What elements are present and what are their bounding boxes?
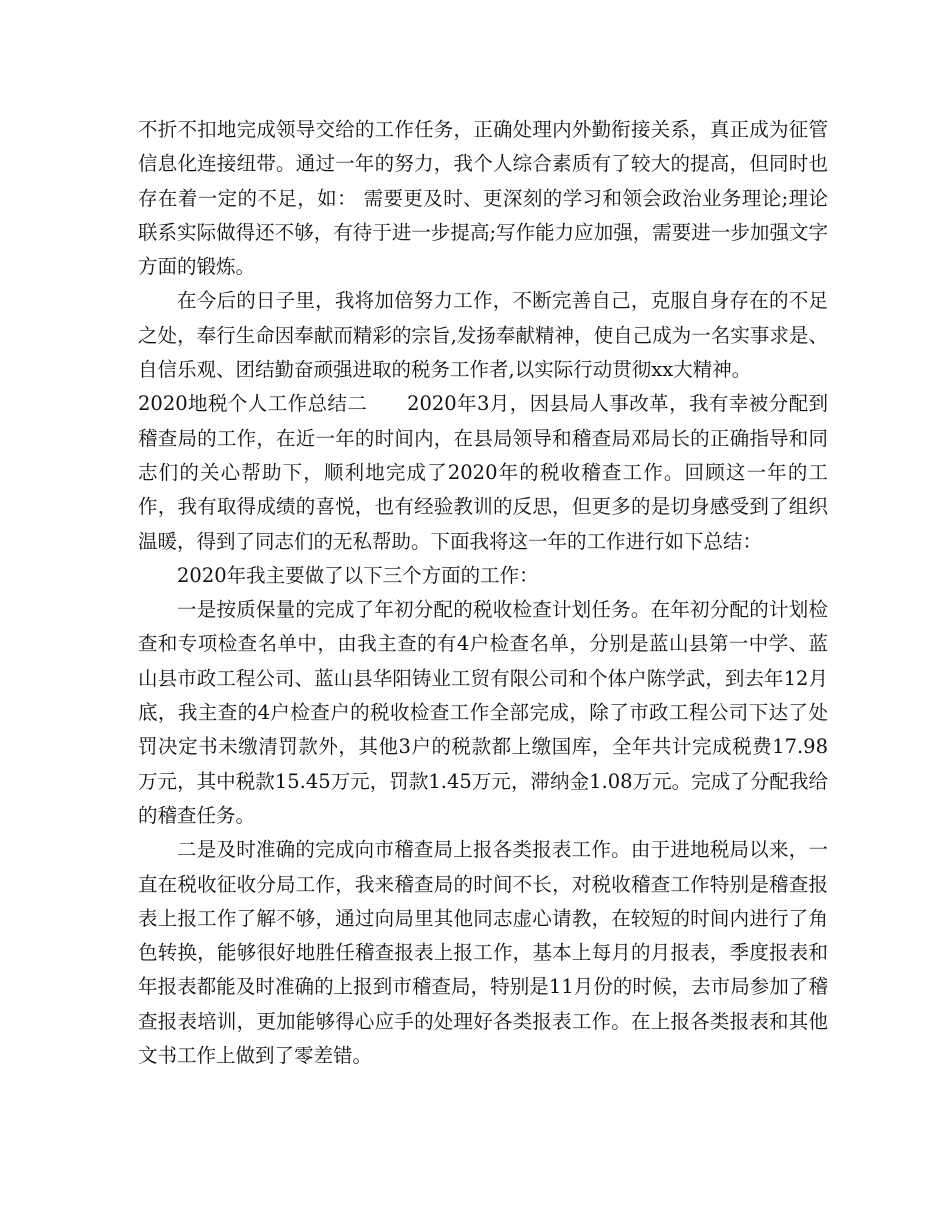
paragraph-future-plans: 在今后的日子里，我将加倍努力工作，不断完善自己，克服自身存在的不足之处，奉行生命因奉献而精彩的宗旨,发扬奉献精神，使自己成为一名实事求是、自信乐观、团结勤奋顽强进取的税务工作者,以实际行动贯彻xx大精神。 bbox=[138, 289, 828, 382]
paragraph-report-submission: 二是及时准确的完成向市稽查局上报各类报表工作。由于进地税局以来，一直在税收征收分局工作，我来稽查局的时间不长，对税收稽查工作特别是稽查报表上报工作了解不够，通过向局里其他同志虚心请教，在较短的时间内进行了角色转换，能够很好地胜任稽查报表上报工作，基本上每月的月报表，季度报表和年报表都能及时准确的上报到市稽查局，特别是11月份的时候，去市局参加了稽查报表培训，更加能够得心应手的处理好各类报表工作。在上报各类报表和其他文书工作上做到了零差错。 bbox=[138, 838, 828, 1068]
paragraph-summary-two-intro: 2020地税个人工作总结二 2020年3月，因县局人事改革，我有幸被分配到稽查局的工作，在近一年的时间内，在县局领导和稽查局邓局长的正确指导和同志们的关心帮助下，顺利地完成了2020年的税收稽查工作。回顾这一年的工作，我有取得成绩的喜悦，也有经验教训的反思，但更多的是切身感受到了组织温暖，得到了同志们的无私帮助。下面我将这一年的工作进行如下总结： bbox=[138, 392, 828, 553]
paragraph-work-overview: 2020年我主要做了以下三个方面的工作： bbox=[177, 563, 539, 587]
paragraph-self-assessment: 不折不扣地完成领导交给的工作任务，正确处理内外勤衔接关系，真正成为征管信息化连接纽带。通过一年的努力，我个人综合素质有了较大的提高，但同时也存在着一定的不足，如： 需要更及时、更深刻的学习和领会政治业务理论;理论联系实际做得还不够，有待于进一步提高;写作能力应加强，需要进一步加强文字方面的锻炼。 bbox=[138, 118, 828, 279]
document-body bbox=[138, 113, 828, 1073]
paragraph-inspection-tasks: 一是按质保量的完成了年初分配的税收检查计划任务。在年初分配的计划检查和专项检查名单中，由我主查的有4户检查名单，分别是蓝山县第一中学、蓝山县市政工程公司、蓝山县华阳铸业工贸有限公司和个体户陈学武，到去年12月底，我主查的4户检查户的税收检查工作全部完成，除了市政工程公司下达了处罚决定书未缴清罚款外，其他3户的税款都上缴国库，全年共计完成税费17.98万元，其中税款15.45万元，罚款1.45万元，滞纳金1.08万元。完成了分配我给的稽查任务。 bbox=[138, 598, 828, 827]
